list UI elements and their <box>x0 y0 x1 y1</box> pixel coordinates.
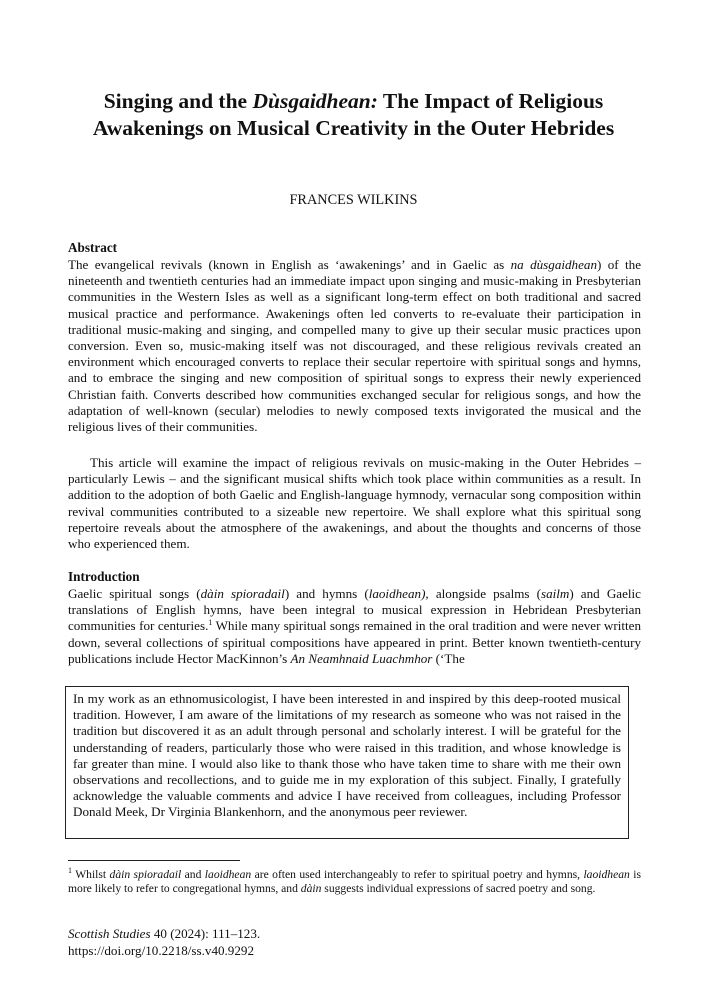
title-text: Singing and the <box>103 89 253 113</box>
introduction-paragraph <box>68 586 641 667</box>
intro-text: (‘The <box>432 650 465 666</box>
footnote-number: 1 <box>68 866 72 875</box>
title-italic-term: Dùsgaidhean: <box>252 89 378 113</box>
intro-text: While many spiritual songs remained in the oral tradition and were never written down, several collections of spiritual compositions have appeared in print. Better known twentieth-century publications include Hector MacKinnon’s <box>68 618 641 666</box>
abstract-italic-term: na dùsgaidhean <box>510 257 598 272</box>
abstract-text-rest: ) of the nineteenth and twentieth centuries had an immediate impact upon singing and music-making in Presbyterian communities in the Western Isles as well as a significant long-term effect on both traditional and sacred musical practice and performance. Awakenings often led converts to re-evaluate their participation in traditional music-making and singing, and compelled many to give up their secular music practices upon conversion. Even so, music-making itself was not discouraged, and these religious revivals created an environment which encouraged converts to replace their secular repertoire with spiritual songs and hymns, and to embrace the singing and new composition of spiritual songs to express their newly experienced Christian faith. Converts described how communities exchanged secular for religious songs, and how the adaptation of well-known (secular) melodies to newly composed texts invigorated the musical and the religious lives of their communities. <box>68 257 642 435</box>
title-text-rest: The Impact of Religious Awakenings on Musical Creativity in the Outer Hebrides <box>92 89 615 140</box>
journal-details: 40 (2024): 111–123. <box>150 926 261 941</box>
abstract-text: The evangelical revivals (known in English as ‘awakenings’ and in Gaelic as <box>68 257 511 272</box>
intro-italic-term: dàin spioradail <box>200 586 285 601</box>
footnote-divider <box>68 860 240 861</box>
abstract-heading: Abstract <box>68 240 118 255</box>
intro-text: ) and hymns ( <box>284 586 369 601</box>
footnote-italic-term: dàin <box>300 882 322 896</box>
doi-link[interactable]: https://doi.org/10.2218/ss.v40.9292 <box>68 943 254 958</box>
footnote-italic-term: laoidhean <box>583 868 630 881</box>
footnote-text: are often used interchangeably to refer to spiritual poetry and hymns, <box>251 868 584 881</box>
abstract-paragraph-2: This article will examine the impact of religious revivals on music-making in the Outer Hebrides – particularly Lewis – and the significant musical shifts which took place within communities as a result. In addition to the adoption of both Gaelic and English-language hymnody, vernacular song composition within revival communities contributed to a sizeable new repertoire. We shall explore what this spiritual song repertoire reveals about the atmosphere of the awakenings, and about the thoughts and concerns of those who experienced them. <box>68 455 641 552</box>
intro-italic-term: laoidhean), <box>368 586 429 601</box>
acknowledgement-text: In my work as an ethnomusicologist, I have been interested in and inspired by this deep-rooted musical tradition. However, I am aware of the limitations of my research as someone who was not raised in the tradition but discovered it as an adult through personal and scholarly interest. I will be grateful for the understanding of readers, particularly those who were raised in this tradition, and whose knowledge is far greater than mine. I would also like to thank those who have taken time to share with me their own observations and recollections, and to guide me in my exploration of this subject. Finally, I gratefully acknowledge the valuable comments and advice I have received from colleagues, including Professor Donald Meek, Dr Virginia Blankenhorn, and the anonymous peer reviewer. <box>73 691 621 820</box>
acknowledgement-box <box>65 686 629 839</box>
footnote-text: is more likely to refer to congregational hymns, and <box>68 868 641 896</box>
abstract-paragraph-1 <box>68 257 641 435</box>
footnote-1 <box>68 868 641 897</box>
intro-italic-title: An Neamhnaid Luachmhor <box>290 650 433 666</box>
footnote-text: suggests individual expressions of sacred poetry and song. <box>321 882 596 896</box>
author-name: FRANCES WILKINS <box>289 192 418 208</box>
intro-text: Gaelic spiritual songs ( <box>68 586 201 601</box>
footnote-text: Whilst <box>72 868 110 881</box>
journal-citation <box>68 926 260 942</box>
introduction-heading: Introduction <box>68 569 140 584</box>
intro-italic-term: sailm <box>540 586 570 601</box>
intro-text: ) and Gaelic translations of English hymns, have been integral to musical expression in Hebridean Presbyterian communities for centuries. <box>68 586 641 634</box>
intro-text: alongside psalms ( <box>428 586 541 601</box>
footnote-italic-term: dàin spioradail <box>109 868 182 881</box>
article-title <box>60 88 647 142</box>
footnote-reference[interactable]: 1 <box>208 618 213 628</box>
footnote-text: and <box>181 868 205 881</box>
journal-name: Scottish Studies <box>68 926 151 941</box>
footnote-italic-term: laoidhean <box>204 868 252 881</box>
